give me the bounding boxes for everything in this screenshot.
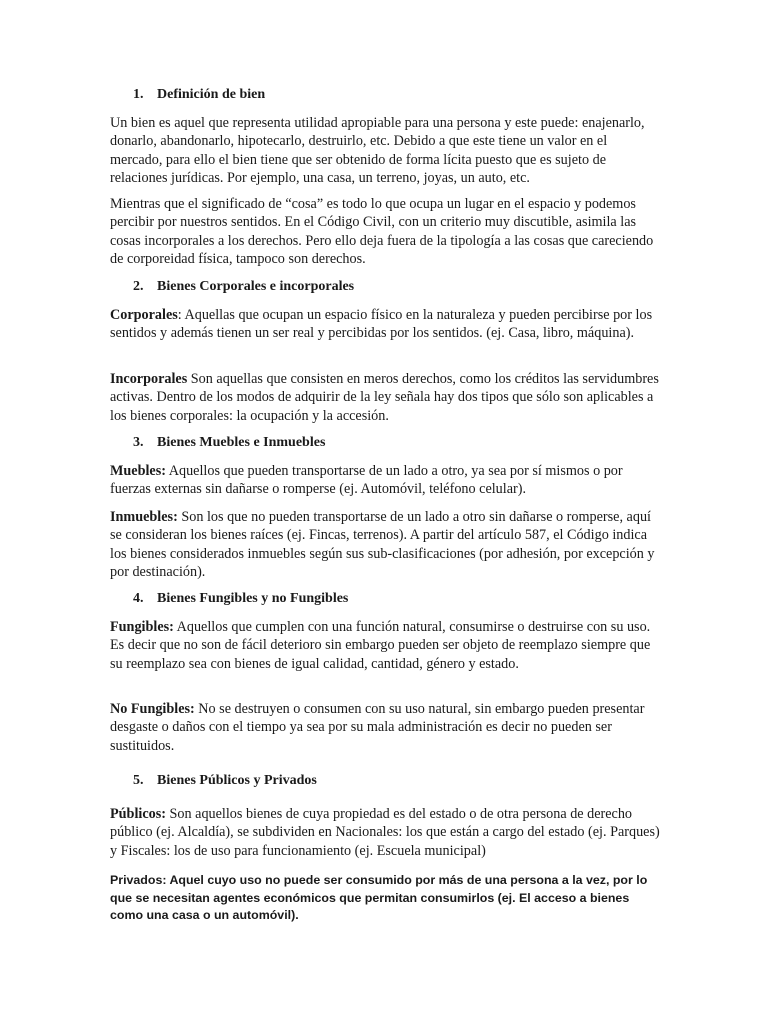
term-label: Públicos: bbox=[110, 806, 166, 822]
section-number: 4. bbox=[133, 591, 144, 606]
term-label: Muebles: bbox=[110, 463, 166, 479]
section-title: Bienes Corporales e incorporales bbox=[157, 279, 355, 294]
paragraph-text: Aquellos que cumplen con una función natural, consumirse o destruirse con su uso. Es decir que no son de fácil deterioro sin embargo pueden ser objeto de reemplazo siempre que su reemplazo sea con bienes de igual calidad, cantidad, género y estado. bbox=[110, 619, 651, 672]
section-heading-fungibles bbox=[133, 590, 348, 608]
paragraph-text: Aquel cuyo uso no puede ser consumido por más de una persona a la vez, por lo que se necesitan agentes económicos que permitan consumirlos (ej. El acceso a bienes como una casa o un automóvil). bbox=[110, 873, 648, 922]
term-label: Incorporales bbox=[110, 371, 188, 387]
paragraph-text: Un bien es aquel que representa utilidad apropiable para una persona y este puede: enajenarlo, donarlo, abandonarlo, hipotecarlo, destruirlo, etc. Debido a que este tiene un valor en el mercado, para ello el bien tiene que ser obtenido de forma lícita puesto que es sujeto de relaciones jurídicas. Por ejemplo, una casa, un terreno, joyas, un auto, etc. bbox=[110, 115, 645, 187]
term-label: Inmuebles: bbox=[110, 509, 178, 525]
paragraph-text: : Aquellas que ocupan un espacio físico en la naturaleza y pueden percibirse por los sentidos y además tienen un ser real y percibidas por los sentidos. (ej. Casa, libro, máquina). bbox=[110, 307, 653, 342]
paragraph-fungibles bbox=[110, 618, 662, 673]
section-number: 3. bbox=[133, 435, 144, 450]
paragraph-text: Aquellos que pueden transportarse de un lado a otro, ya sea por sí mismos o por fuerzas externas sin dañarse o romperse (ej. Automóvil, teléfono celular). bbox=[110, 463, 623, 498]
section-heading-corporales bbox=[133, 278, 354, 296]
section-number: 5. bbox=[133, 773, 144, 788]
paragraph-significado-cosa bbox=[110, 195, 662, 269]
paragraph-incorporales bbox=[110, 370, 662, 425]
term-label: Fungibles: bbox=[110, 619, 174, 635]
paragraph-text: Son aquellos bienes de cuya propiedad es del estado o de otra persona de derecho público (ej. Alcaldía), se subdividen en Nacionales: los que están a cargo del estado (ej. Parques) y Fiscales: los de uso para funcionamiento (ej. Escuela municipal) bbox=[110, 806, 660, 859]
term-label: Corporales bbox=[110, 307, 178, 323]
section-title: Bienes Fungibles y no Fungibles bbox=[157, 591, 349, 606]
paragraph-text: Son aquellas que consisten en meros derechos, como los créditos las servidumbres activas. Dentro de los modos de adquirir de la ley señala hay dos tipos que sólo son aplicables a los bienes corporales: la ocupación y la accesión. bbox=[110, 371, 659, 424]
section-number: 2. bbox=[133, 279, 144, 294]
paragraph-no-fungibles bbox=[110, 700, 662, 755]
term-label: Privados: bbox=[110, 873, 167, 887]
paragraph-publicos bbox=[110, 805, 662, 860]
paragraph-definicion-bien bbox=[110, 114, 662, 188]
term-label: No Fungibles: bbox=[110, 701, 195, 717]
paragraph-muebles bbox=[110, 462, 662, 499]
paragraph-corporales bbox=[110, 306, 662, 343]
section-title: Bienes Muebles e Inmuebles bbox=[157, 435, 326, 450]
paragraph-inmuebles bbox=[110, 508, 662, 582]
section-number: 1. bbox=[133, 87, 144, 102]
paragraph-privados bbox=[110, 872, 660, 925]
section-title: Definición de bien bbox=[157, 87, 266, 102]
section-title: Bienes Públicos y Privados bbox=[157, 773, 317, 788]
section-heading-publicos bbox=[133, 772, 317, 790]
paragraph-text: No se destruyen o consumen con su uso natural, sin embargo pueden presentar desgaste o daños con el tiempo ya sea por su mala administración es decir no pueden ser sustituidos. bbox=[110, 701, 645, 754]
section-heading-definicion bbox=[133, 86, 265, 104]
section-heading-muebles bbox=[133, 434, 325, 452]
paragraph-text: Mientras que el significado de “cosa” es todo lo que ocupa un lugar en el espacio y podemos percibir por nuestros sentidos. En el Código Civil, con un criterio muy discutible, asimila las cosas incorporales a los derechos. Pero ello deja fuera de la tipología a las cosas que careciendo de corporeidad física, tampoco son derechos. bbox=[110, 196, 654, 268]
paragraph-text: Son los que no pueden transportarse de un lado a otro sin dañarse o romperse, aquí se consideran los bienes raíces (ej. Fincas, terrenos). A partir del artículo 587, el Código indica los bienes considerados inmuebles según sus sub-clasificaciones (por adhesión, por excepción y por destinación). bbox=[110, 509, 655, 581]
